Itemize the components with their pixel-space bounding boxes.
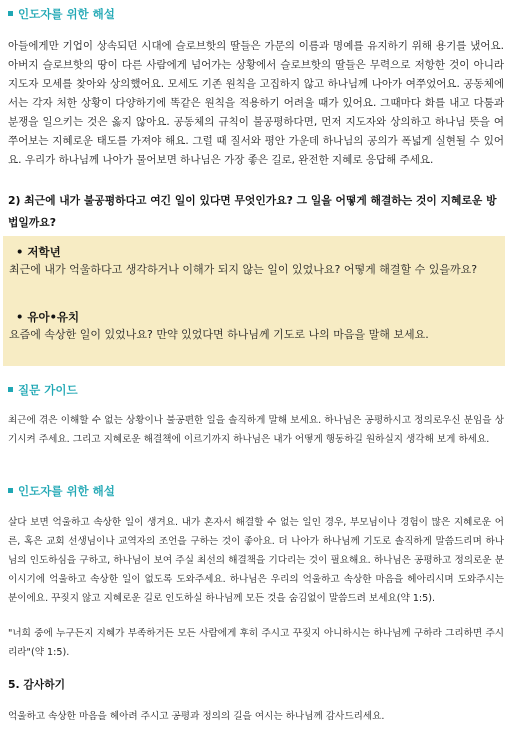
leader-notes-paragraph-2: 살다 보면 억울하고 속상한 일이 생겨요. 내가 혼자서 해결할 수 없는 일인 경우, 부모님이나 경험이 많은 지혜로운 어른, 혹은 교회 선생님이나 교역자의 조언을 구하는 것이 좋아요. 더 나아가 하나님께 기도로 솔직하게 말씀드리며 하나님의 인도하심을 구하고, 하나님이 보여 주실 최선의 해결책을 기다리는 것이 필요해요. 하나님은 공평하고 정의로운 분이시기에 억울하고 속상한 일이 없도록 도와주세요. 하나님은 우리의 억울하고 속상한 마음을 헤아리시며 도와주시는 분이에요. 꾸짖지 않고 지혜로운 길로 인도하실 하나님께 모든 것을 숨김없이 말씀드려 보세요(약 1:5).	[8, 517, 504, 604]
square-bullet-icon	[8, 387, 13, 392]
question-2: 2) 최근에 내가 불공평하다고 여긴 일이 있다면 무엇인가요? 그 일을 어떻게 해결하는 것이 지혜로운 방법일까요?	[8, 194, 497, 229]
section-heading-text: 질문 가이드	[18, 383, 78, 397]
age-group-box	[3, 236, 505, 366]
scripture-quote: "너희 중에 누구든지 지혜가 부족하거든 모든 사람에게 후히 주시고 꾸짖지 아니하시는 하나님께 구하라 그리하면 주시리라"(약 1:5).	[8, 628, 504, 658]
section-heading-text: 인도자를 위한 해설	[18, 7, 115, 21]
square-bullet-icon	[8, 11, 13, 16]
section-heading-text: 인도자를 위한 해설	[18, 484, 115, 498]
lower-grades-text: 최근에 내가 억울하다고 생각하거나 이해가 되지 않는 일이 있었나요? 어떻게 해결할 수 있을까요?	[9, 263, 478, 276]
question-guide-paragraph: 최근에 겪은 이해할 수 없는 상황이나 불공편한 일을 솔직하게 말해 보세요. 하나님은 공평하시고 정의로우신 분임을 상기시켜 주세요. 그리고 지혜로운 해결책에 이르기까지 하나님은 내가 어떻게 행동하길 원하실지 생각해 보게 하세요.	[8, 415, 504, 445]
section-heading-question-guide	[8, 382, 78, 398]
thanks-paragraph: 억울하고 속상한 마음을 헤아려 주시고 공평과 정의의 길을 여시는 하나님께 감사드리세요.	[8, 711, 385, 722]
preschool-label: • 유아•유치	[16, 310, 80, 324]
leader-notes-paragraph: 아들에게만 기업이 상속되던 시대에 슬로브핫의 딸들은 가문의 이름과 명예를 유지하기 위해 용기를 냈어요. 아버지 슬로브핫의 땅이 다른 사람에게 넘어가는 상황에서 슬로브핫의 딸들은 무력으로 저항한 것이 아니라 지도자 모세를 찾아와 상의했어요. 모세도 기존 원칙을 고집하지 않고 하나님께 나아가 여쭈었어요. 공동체에서는 각자 처한 상황이 다양하기에 똑같은 원칙을 적용하기 어려울 때가 있어요. 그때마다 화를 내고 다툼과 분쟁을 일으키는 것은 옳지 않아요. 공동체의 규칙이 불공평하다면, 먼저 지도자와 상의하고 하나님 뜻을 여쭈어보는 지혜로운 태도를 가져야 해요. 그럴 때 질서와 평안 가운데 하나님의 공의가 폭넓게 실현될 수 있어요. 우리가 하나님께 나아가 물어보면 하나님은 가장 좋은 길로, 완전한 지혜로 응답해 주세요.	[8, 40, 504, 166]
lower-grades-label: • 저학년	[16, 245, 61, 259]
thanks-heading: 5. 감사하기	[8, 678, 66, 691]
section-heading-leader-notes	[8, 6, 115, 22]
preschool-text: 요즘에 속상한 일이 있었나요? 만약 있었다면 하나님께 기도로 나의 마음을 말해 보세요.	[9, 328, 429, 341]
square-bullet-icon	[8, 488, 13, 493]
section-heading-leader-notes-2	[8, 483, 115, 499]
